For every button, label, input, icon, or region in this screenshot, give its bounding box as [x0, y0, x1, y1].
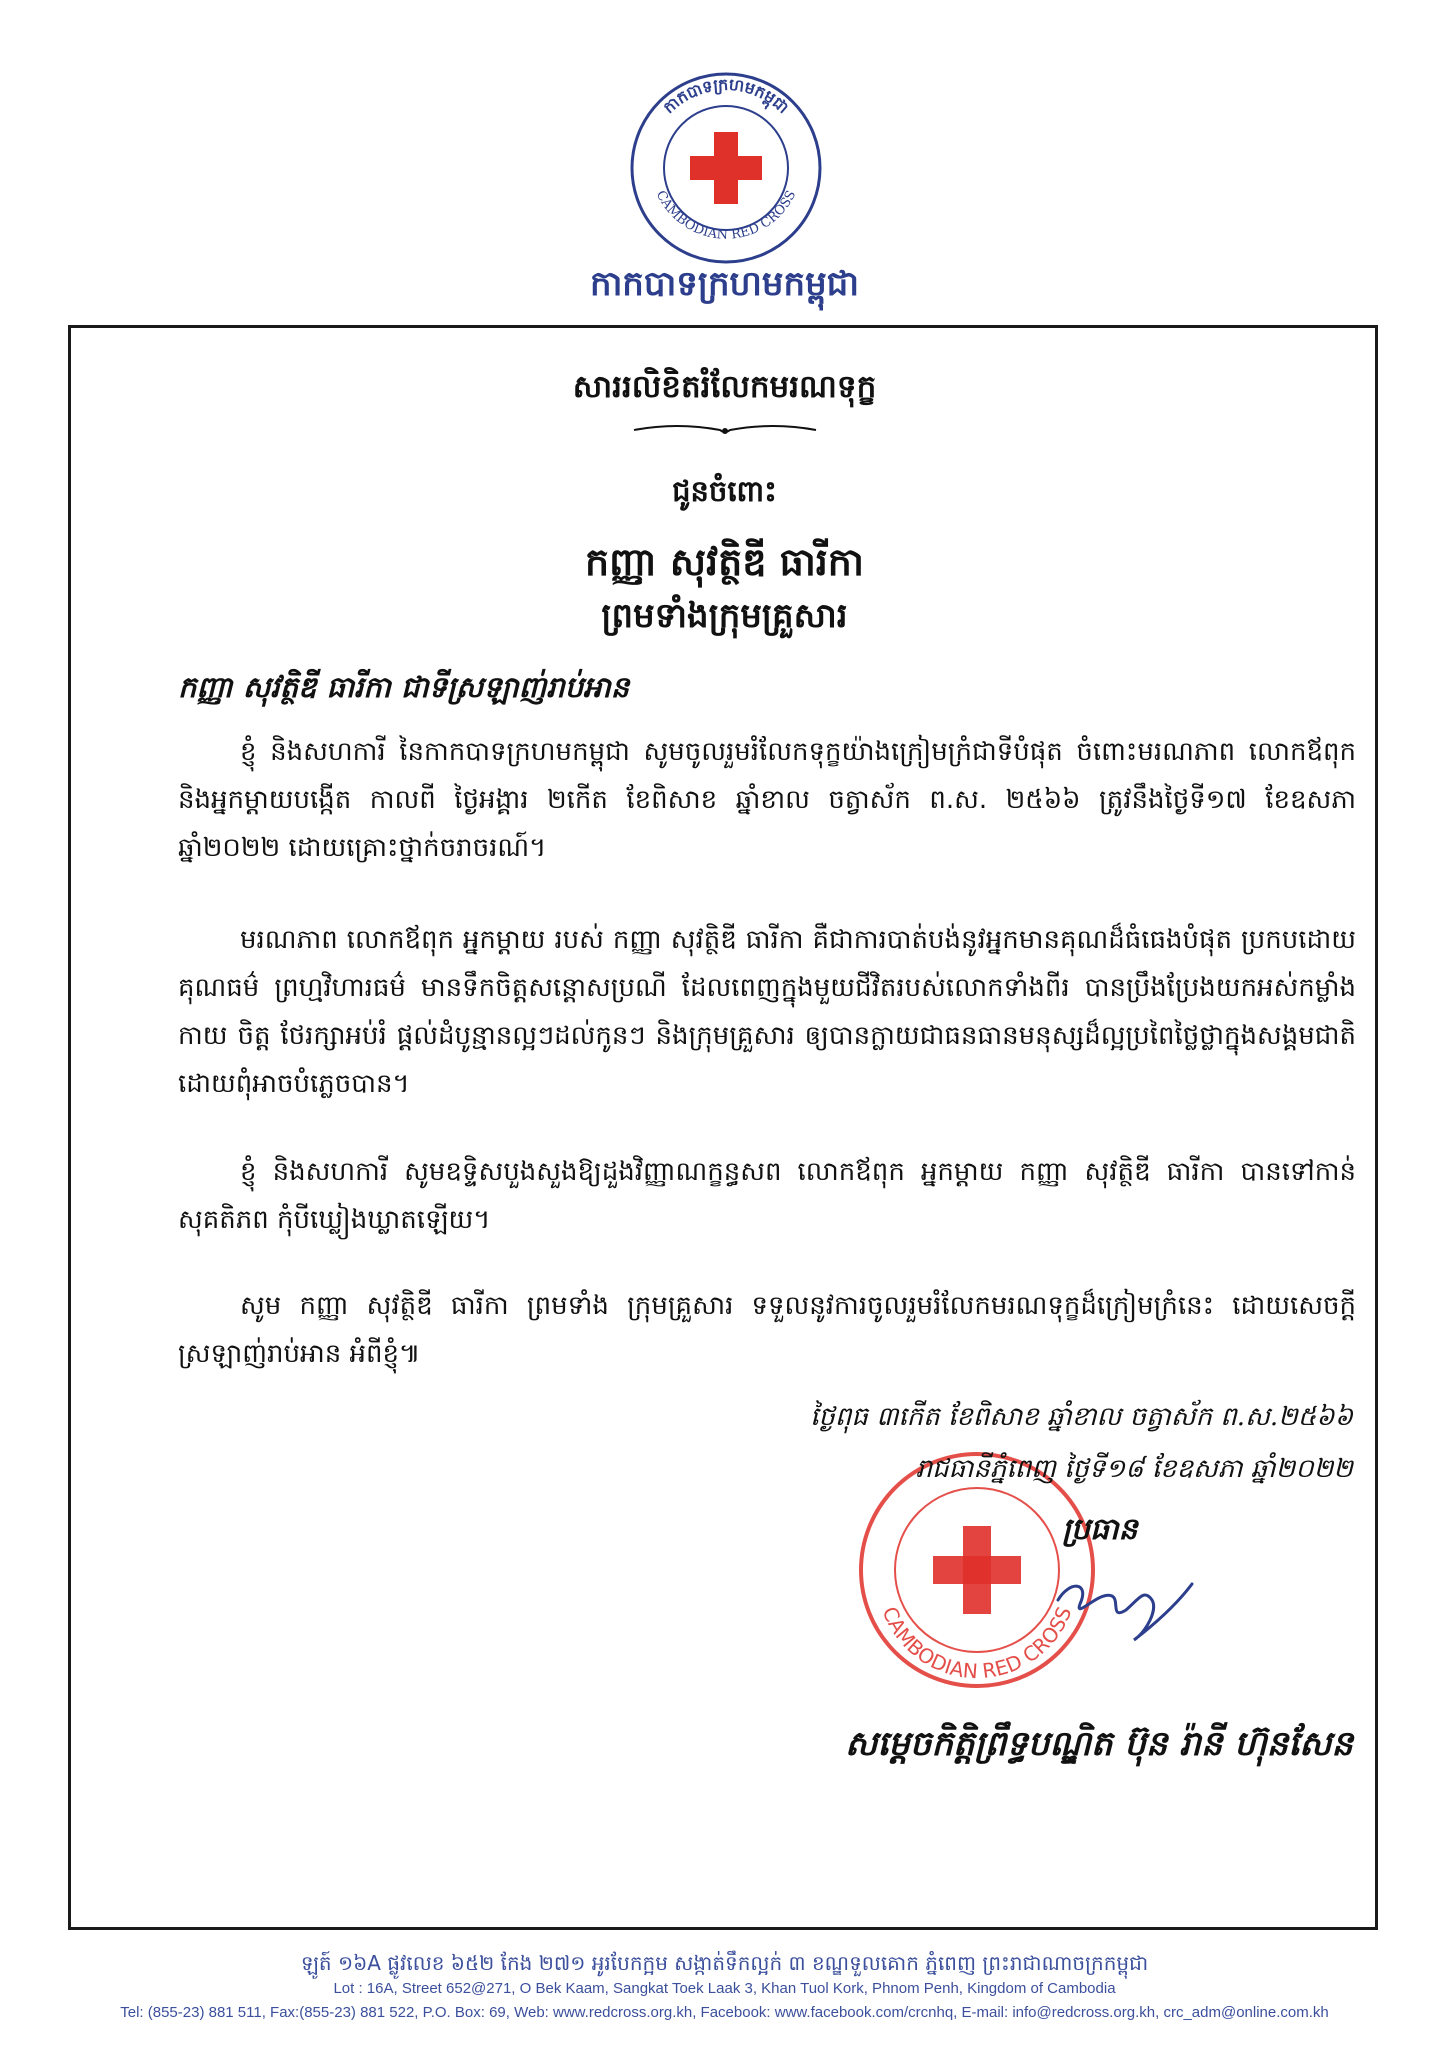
footer-address-en: Lot : 16A, Street 652@271, O Bek Kaam, Sangkat Toek Laak 3, Khan Tuol Kork, Phnom Penh, Kingdom of Cambodia — [333, 1980, 1116, 1997]
lunar-date: ថ្ងៃពុធ ៣កើត ខែពិសាខ ឆ្នាំខាល ចត្វាស័ក ព.ស.២៥៦៦ — [810, 1402, 1353, 1432]
footer-contacts: Tel: (855-23) 881 511, Fax:(855-23) 881 522, P.O. Box: 69, Web: www.redcross.org.kh, Facebook: www.facebook.com/crcnhq, E-mail: info@redcross.org.kh, crc_adm@online.com.kh — [120, 2004, 1329, 2021]
logo-ring-en: CAMBODIAN RED CROSS — [652, 188, 800, 243]
document-title: សាររលិខិតរំលែកមរណទុក្ខ — [572, 369, 877, 405]
svg-text:កាកបាទក្រហមកម្ពុជា — [659, 75, 792, 117]
paragraph-3: ខ្ញុំ និងសហការី សូមឧទ្ទិសបួងសួងឱ្យដួងវិញ្ញាណក្ខន្ធសព លោកឪពុក អ្នកម្តាយ កញ្ញា សុវត្ថិឌី ធារីកា បានទៅកាន់សុគតិភព កុំបីឃ្លៀងឃ្លាតឡើយ។ — [178, 1157, 1356, 1235]
president-title: ប្រធាន — [1062, 1512, 1138, 1547]
recipient-family: ព្រមទាំងក្រុមគ្រួសារ — [601, 596, 848, 636]
cambodian-red-cross-logo — [628, 70, 824, 266]
paragraph-1: ខ្ញុំ និងសហការី នៃកាកបាទក្រហមកម្ពុជា សូមចូលរួមរំលែកទុក្ខយ៉ាងក្រៀមក្រំជាទីបំផុត ចំពោះមរណភាព លោកឪពុក និងអ្នកម្តាយបង្កើត កាលពី ថ្ងៃអង្គារ ២កើត ខែពិសាខ ឆ្នាំខាល ចត្វាស័ក ព.ស. ២៥៦៦ ត្រូវនឹងថ្ងៃទី១៧ ខែឧសភា ឆ្នាំ២០២២ ដោយគ្រោះថ្នាក់ចរាចរណ៍។ — [178, 737, 1357, 863]
footer-address-km: ឡូត៍ ១៦A ផ្លូវលេខ ៦៥២ កែង ២៧១ អូរបែកក្អម សង្កាត់ទឹកល្អក់ ៣ ខណ្ឌទួលគោក ភ្នំពេញ ព្រះរាជាណាចក្រកម្ពុជា — [300, 1951, 1149, 1975]
paragraph-2: មរណភាព លោកឪពុក អ្នកម្តាយ របស់ កញ្ញា សុវត្ថិឌី ធារីកា គឺជាការបាត់បង់នូវអ្នកមានគុណដ៏ធំធេងបំផុត ប្រកបដោយគុណធម៌ ព្រហ្មវិហារធម៌ មានទឹកចិត្តសន្តោសប្រណី ដែលពេញក្នុងមួយជីវិតរបស់លោកទាំងពីរ បានប្រឹងប្រែងយកអស់កម្លាំងកាយ ចិត្ត ថែរក្សាអប់រំ ផ្តល់ដំបូន្មានល្អៗដល់កូនៗ និងក្រុមគ្រួសារ ឲ្យបានក្លាយជាធនធានមនុស្សដ៏ល្អប្រពៃថ្លៃថ្លាក្នុងសង្គមជាតិ ដោយពុំអាចបំភ្លេចបាន។ — [178, 925, 1356, 1099]
signer-name: សម្តេចកិត្តិព្រឹទ្ធបណ្ឌិត ប៊ុន រ៉ានី ហ៊ុនសែន — [845, 1724, 1353, 1764]
title-ornament — [632, 420, 818, 440]
recipient-name: កញ្ញា សុវត្ថិឌី ធារីកា — [585, 539, 864, 584]
stamp-text: CAMBODIAN RED CROSS — [877, 1603, 1077, 1684]
handwritten-signature — [1050, 1570, 1200, 1650]
salutation: កញ្ញា សុវត្ថិឌី ធារីកា ជាទីស្រឡាញ់រាប់អាន — [178, 670, 630, 704]
logo-ring-km: កាកបាទក្រហមកម្ពុជា — [659, 74, 793, 118]
paragraph-4: សូម កញ្ញា សុវត្ថិឌី ធារីកា ព្រមទាំង ក្រុមគ្រួសារ ទទួលនូវការចូលរួមរំលែកមរណទុក្ខដ៏ក្រៀមក្រំនេះ ដោយសេចក្តីស្រឡាញ់រាប់អាន អំពីខ្ញុំ៕ — [178, 1291, 1356, 1369]
solar-date: រាជធានីភ្នំពេញ ថ្ងៃទី១៨ ខែឧសភា ឆ្នាំ២០២២ — [915, 1454, 1353, 1484]
organization-name: កាកបាទក្រហមកម្ពុជា — [589, 264, 860, 304]
addressee-label: ជូនចំពោះ — [672, 474, 777, 508]
